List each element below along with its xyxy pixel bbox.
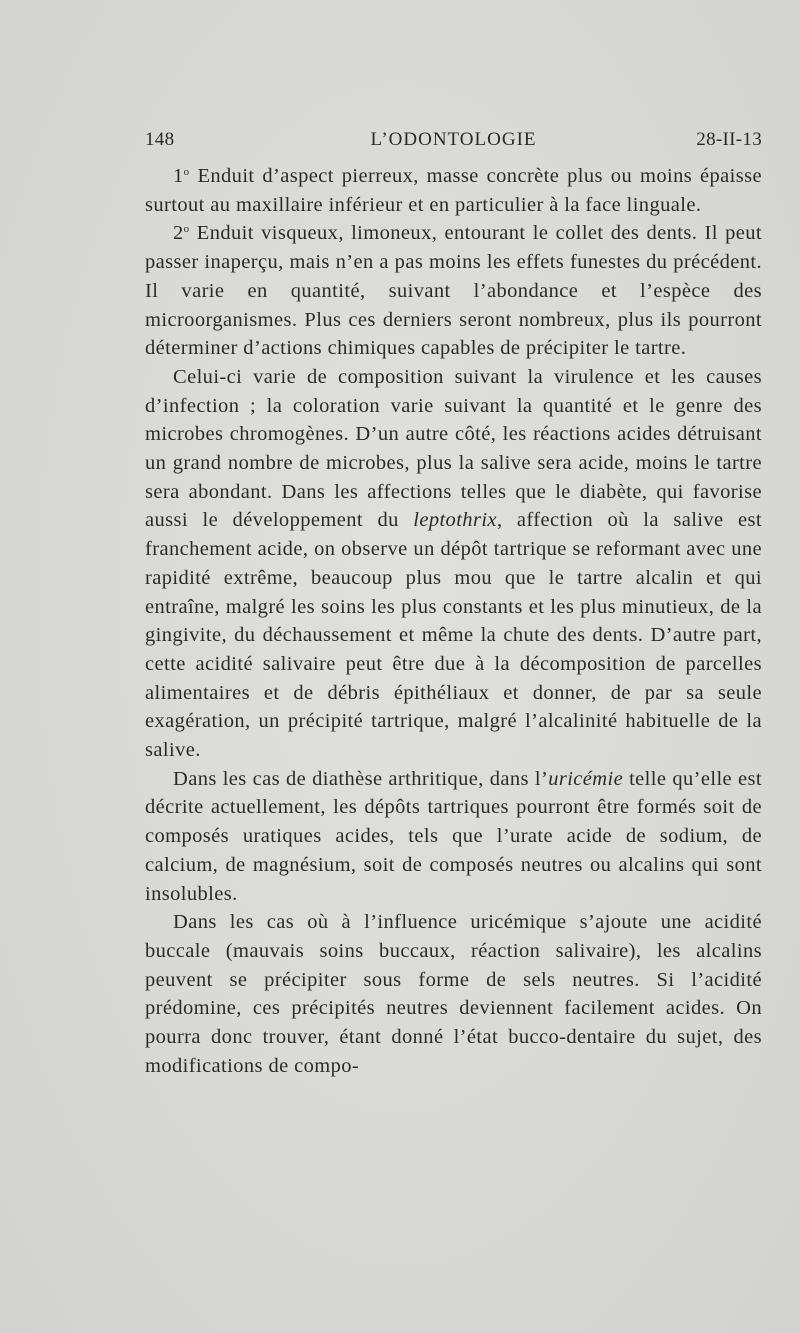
paragraph-text: Enduit d’aspect pierreux, masse concrète plus ou moins épaisse surtout au maxillaire inférieur et en particulier à la face linguale.	[145, 165, 762, 216]
running-title: L’ODONTOLOGIE	[370, 129, 537, 150]
body-text	[145, 162, 762, 1081]
issue-date: 28-II-13	[696, 129, 762, 150]
item-ordinal: o	[183, 223, 190, 236]
paragraph-2	[145, 219, 762, 363]
paragraph-3	[145, 363, 762, 765]
paragraph-5	[145, 908, 762, 1080]
paragraph-text: , affection où la salive est franchement acide, on observe un dépôt tartrique se reformant avec une rapidité extrême, beaucoup plus mou que le tartre alcalin et qui entraîne, malgré les soins les plus constants et les plus minutieux, de la gingivite, du déchaussement et même la chute des dents. D’autre part, cette acidité salivaire peut être due à la décomposition de parcelles alimentaires et de débris épithéliaux et donner, de par sa seule exagération, un précipité tartrique, malgré l’alcalinité habituelle de la salive.	[145, 509, 762, 762]
paragraph-text: Celui-ci varie de composition suivant la virulence et les causes d’infection ; la coloration varie suivant la quantité et le genre des microbes chromogènes. D’un autre côté, les réactions acides détruisant un grand nombre de microbes, plus la salive sera acide, moins le tartre sera abondant. Dans les affections telles que le diabète, qui favorise aussi le développement du	[145, 365, 762, 532]
paragraph-text: Dans les cas où à l’influence uricémique s’ajoute une acidité buccale (mauvais soins buccaux, réaction salivaire), les alcalins peuvent se précipiter sous forme de sels neutres. Si l’acidité prédomine, ces précipités neutres deviennent facilement acides. On pourra donc trouver, étant donné l’état bucco-dentaire du sujet, des modifications de compo-	[145, 911, 762, 1077]
page-number: 148	[145, 129, 175, 150]
paragraph-1	[145, 162, 762, 219]
paragraph-text: telle qu’elle est décrite actuellement, les dépôts tartriques pourront être formés soit de composés uratiques acides, tels que l’urate acide de sodium, de calcium, de magnésium, soit de composés neutres ou alcalins qui sont insolubles.	[145, 767, 762, 905]
paragraph-4	[145, 765, 762, 909]
running-header	[145, 129, 762, 155]
italic-term: leptothrix	[413, 509, 497, 532]
item-number: 2	[173, 222, 184, 245]
paragraph-text: Dans les cas de diathèse arthritique, dans l’	[173, 767, 549, 790]
paragraph-text: Enduit visqueux, limoneux, entourant le collet des dents. Il peut passer inaperçu, mais n’en a pas moins les effets funestes du précédent. Il varie en quantité, suivant l’abondance et l’espèce des microorganismes. Plus ces derniers seront nombreux, plus ils pourront déterminer d’actions chimiques capables de précipiter le tartre.	[145, 222, 762, 360]
item-ordinal: o	[183, 166, 190, 178]
italic-term: uricémie	[548, 767, 624, 790]
item-number: 1	[173, 165, 184, 187]
